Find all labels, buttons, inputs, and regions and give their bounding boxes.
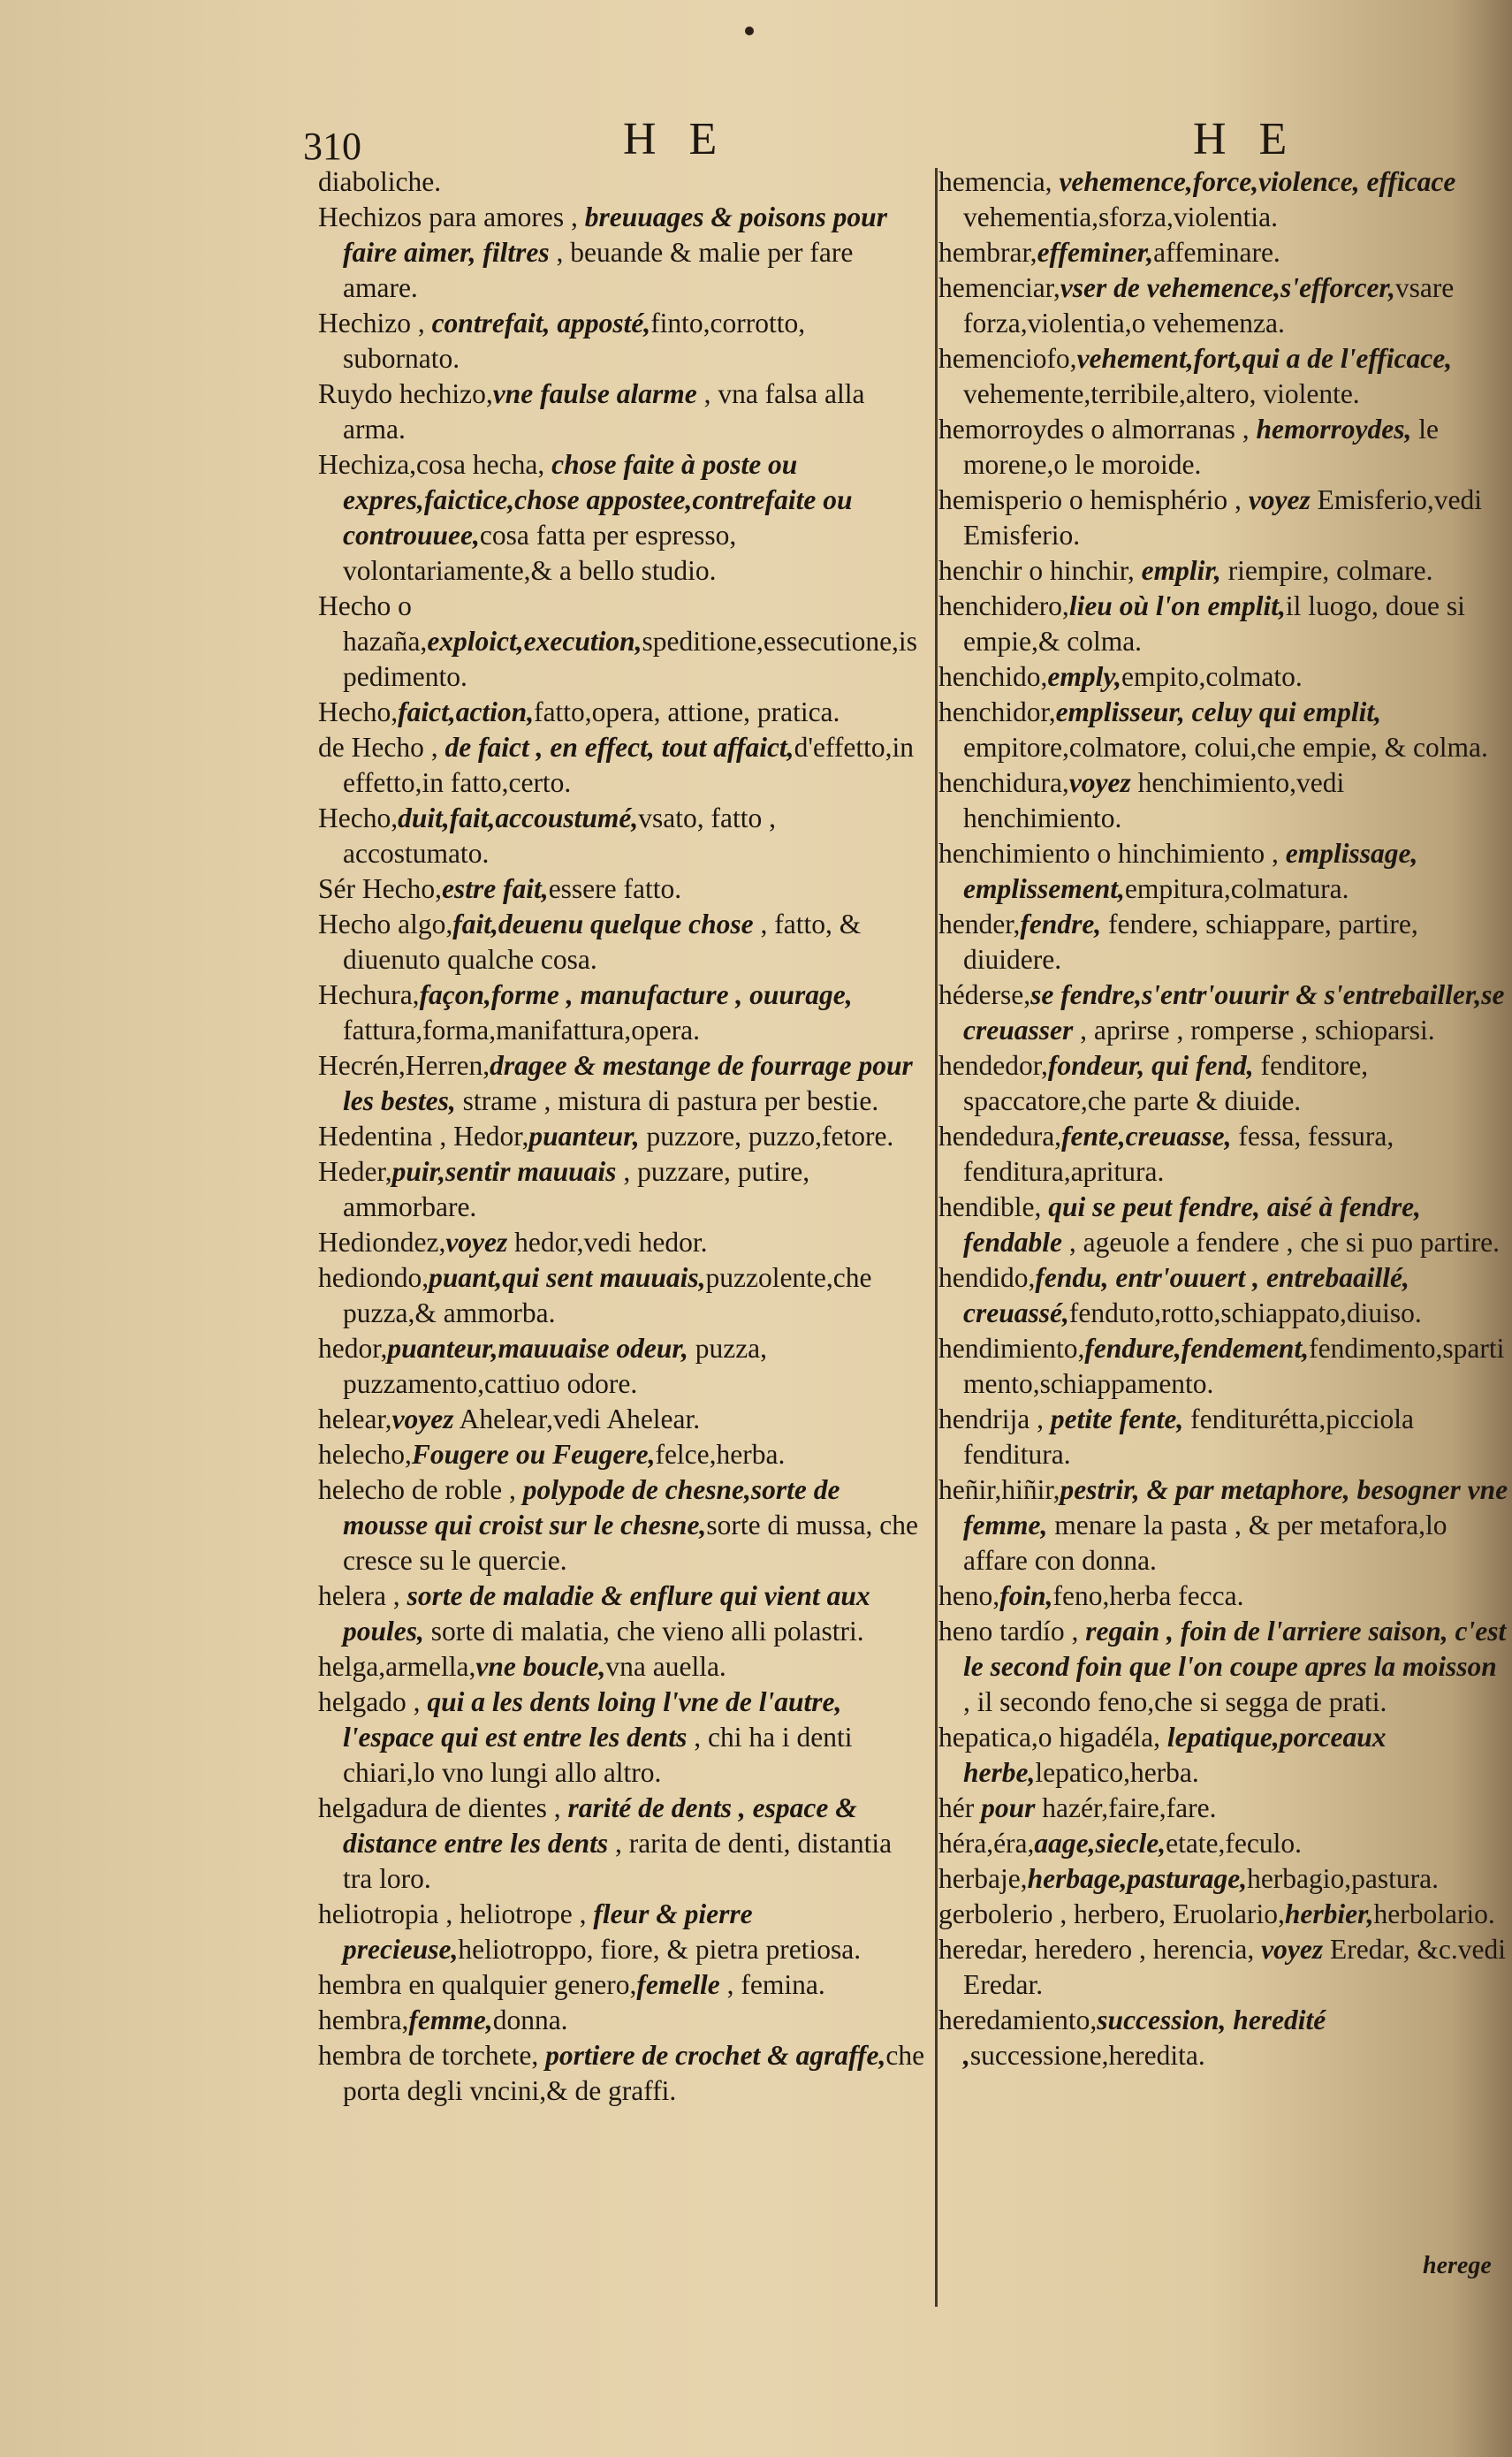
italian-gloss: che porta degli vncini,& de graffi. xyxy=(343,2040,925,2106)
italian-gloss: empitura,colmatura. xyxy=(1124,873,1349,904)
dictionary-entry xyxy=(938,977,1508,1048)
headword: Hechizo , xyxy=(318,308,432,339)
italian-gloss: strame , mistura di pastura per bestie. xyxy=(455,1085,879,1116)
dictionary-entry xyxy=(318,871,928,907)
french-gloss: Fougere ou Feugere, xyxy=(411,1439,656,1470)
dictionary-entry xyxy=(318,1791,928,1897)
dictionary-entry xyxy=(938,1861,1508,1897)
dictionary-entry xyxy=(318,1967,928,2003)
italian-gloss: empitore,colmatore, colui,che empie, & colma. xyxy=(963,732,1488,763)
italian-gloss: , ageuole a fendere , che si puo partire. xyxy=(1061,1227,1501,1258)
headword: Ruydo hechizo, xyxy=(318,378,493,409)
italian-gloss: il luogo, doue si empie,& colma. xyxy=(963,590,1465,657)
headword: henchido, xyxy=(938,661,1048,692)
headword: hendible, xyxy=(938,1191,1049,1222)
french-gloss: puanteur,mauuaise odeur, xyxy=(387,1333,688,1364)
dictionary-entry xyxy=(318,377,928,447)
french-gloss: succession, heredité , xyxy=(963,2004,1326,2071)
italian-gloss: , aprirse , romperse , schioparsi. xyxy=(1073,1015,1435,1046)
headword: hér xyxy=(938,1792,982,1823)
italian-gloss: vehementia,sforza,violentia. xyxy=(963,202,1278,232)
headword: hediondo, xyxy=(318,1262,429,1293)
headword: heredar, heredero , herencia, xyxy=(938,1934,1262,1965)
french-gloss: exploict,execution, xyxy=(427,626,642,657)
french-gloss: emplisseur, celuy qui emplit, xyxy=(1055,696,1381,727)
french-gloss: foin, xyxy=(999,1580,1053,1611)
french-gloss: rarité de dents , espace & distance entre les dents xyxy=(343,1792,857,1859)
italian-gloss: fenditore, spaccatore,che parte & diuide. xyxy=(963,1050,1369,1116)
french-gloss: se fendre,s'entr'ouurir & s'entrebailler,se creuasser xyxy=(963,979,1505,1046)
italian-gloss: fenditurétta,picciola fenditura. xyxy=(963,1403,1414,1470)
french-gloss: petite fente, xyxy=(1050,1403,1184,1434)
headword: henchimiento o hinchimiento , xyxy=(938,838,1286,869)
headword: hendimiento, xyxy=(938,1333,1085,1364)
french-gloss: façon,forme , manufacture , ouurage, xyxy=(419,979,853,1010)
italian-gloss: , beuande & malie per fare amare. xyxy=(343,237,854,303)
dictionary-entry xyxy=(318,1225,928,1260)
dictionary-entry xyxy=(938,412,1508,483)
dictionary-entry xyxy=(318,1472,928,1578)
dictionary-entry xyxy=(938,765,1508,836)
french-gloss: fleur & pierre precieuse, xyxy=(343,1898,753,1965)
dictionary-entry xyxy=(938,235,1508,270)
italian-gloss: fendere, schiappare, partire, diuidere. xyxy=(963,909,1418,975)
left-column xyxy=(318,164,928,2109)
headword: Hecho algo, xyxy=(318,909,453,939)
italian-gloss: sorte di malatia, che vieno alli polastri. xyxy=(423,1616,864,1647)
dictionary-entry xyxy=(938,695,1508,765)
headword: hembrar, xyxy=(938,237,1037,268)
headword: hedor, xyxy=(318,1333,388,1364)
dictionary-entry xyxy=(938,836,1508,907)
italian-gloss: fenduto,rotto,schiappato,diuiso. xyxy=(1068,1297,1422,1328)
italian-gloss: feno,herba fecca. xyxy=(1052,1580,1244,1611)
french-gloss: pour xyxy=(981,1792,1036,1823)
headword: hembra en qualquier genero, xyxy=(318,1969,637,2000)
headword: hemorroydes o almorranas , xyxy=(938,414,1257,445)
dictionary-entry xyxy=(318,907,928,977)
french-gloss: fondeur, qui fend, xyxy=(1047,1050,1254,1081)
french-gloss: fait,deuenu quelque chose xyxy=(452,909,754,939)
french-gloss: pestrir, & par metaphore, besogner vne femme, xyxy=(963,1474,1508,1540)
dictionary-entry xyxy=(938,1578,1508,1614)
french-gloss: effeminer, xyxy=(1037,237,1154,268)
dictionary-entry xyxy=(938,1260,1508,1331)
french-gloss: regain , foin de l'arriere saison, c'est le second foin que l'on coupe apres la moisson xyxy=(963,1616,1507,1682)
headword: helecho, xyxy=(318,1439,412,1470)
dictionary-entry xyxy=(318,2003,928,2038)
headword: helera , xyxy=(318,1580,407,1611)
italian-gloss: sorte di mussa, che cresce su le quercie. xyxy=(343,1510,919,1576)
dictionary-entry xyxy=(938,1331,1508,1402)
french-gloss: hemorroydes, xyxy=(1256,414,1412,445)
dictionary-entry xyxy=(938,1720,1508,1791)
french-gloss: emply, xyxy=(1047,661,1122,692)
french-gloss: aage,siecle, xyxy=(1034,1828,1166,1859)
headword: herbaje, xyxy=(938,1863,1028,1894)
italian-gloss: vna auella. xyxy=(605,1651,726,1682)
dictionary-entry xyxy=(938,270,1508,341)
headword: hembra de torchete, xyxy=(318,2040,546,2071)
french-gloss: voyez xyxy=(1248,484,1311,515)
italian-gloss: fattura,forma,manifattura,opera. xyxy=(343,1015,701,1046)
french-gloss: lieu où l'on emplit, xyxy=(1068,590,1286,621)
italian-gloss: , vna falsa alla arma. xyxy=(343,378,865,445)
headword: helga,armella, xyxy=(318,1651,476,1682)
dictionary-entry xyxy=(938,907,1508,977)
headword: hendido, xyxy=(938,1262,1036,1293)
dictionary-entry xyxy=(318,1048,928,1119)
dictionary-entry xyxy=(938,1826,1508,1861)
headword: hemisperio o hemisphério , xyxy=(938,484,1249,515)
dictionary-entry xyxy=(938,1190,1508,1260)
italian-gloss: Eredar, &c.vedi Eredar. xyxy=(963,1934,1506,2000)
headword: hemencia, xyxy=(938,166,1060,197)
headword: helgado , xyxy=(318,1686,428,1717)
italian-gloss: donna. xyxy=(492,2004,568,2035)
headword: Sér Hecho, xyxy=(318,873,442,904)
italian-gloss: vsato, fatto , accostumato. xyxy=(343,803,776,869)
italian-gloss: empito,colmato. xyxy=(1121,661,1303,692)
french-gloss: voyez xyxy=(445,1227,508,1258)
headword: helecho de roble , xyxy=(318,1474,523,1505)
french-gloss: sorte de maladie & enflure qui vient aux poules, xyxy=(343,1580,870,1647)
dictionary-entry xyxy=(938,1119,1508,1190)
french-gloss: vser de vehemence,s'efforcer, xyxy=(1060,272,1395,303)
italian-gloss: vehemente,terribile,altero, violente. xyxy=(963,378,1360,409)
french-gloss: puanteur, xyxy=(528,1121,640,1152)
french-gloss: fendu, entr'ouuert , entrebaaillé, creuassé, xyxy=(963,1262,1409,1328)
headword: heredamiento, xyxy=(938,2004,1098,2035)
headword: Hechura, xyxy=(318,979,420,1010)
headword: héra,éra, xyxy=(938,1828,1035,1859)
dictionary-entry xyxy=(938,1472,1508,1578)
french-gloss: breuuages & poisons pour faire aimer, filtres xyxy=(343,202,887,268)
french-gloss: voyez xyxy=(391,1403,454,1434)
french-gloss: estre fait, xyxy=(441,873,549,904)
right-column xyxy=(938,164,1508,2073)
dictionary-entry xyxy=(318,1260,928,1331)
italian-gloss: successione,heredita. xyxy=(969,2040,1205,2071)
french-gloss: de faict , en effect, tout affaict, xyxy=(444,732,794,763)
catchword: herege xyxy=(1423,2252,1492,2279)
headword: hemenciofo, xyxy=(938,343,1077,374)
column-divider xyxy=(935,168,938,2307)
french-gloss: vne boucle, xyxy=(475,1651,606,1682)
french-gloss: femme, xyxy=(408,2004,493,2035)
headword: Hechizos para amores , xyxy=(318,202,585,232)
left-column-head: H E xyxy=(623,114,728,164)
dictionary-entry xyxy=(318,2038,928,2109)
italian-gloss: fessa, fessura, fenditura,apritura. xyxy=(963,1121,1394,1187)
italian-gloss: felce,herba. xyxy=(655,1439,786,1470)
dictionary-entry xyxy=(318,977,928,1048)
headword: Hediondez, xyxy=(318,1227,446,1258)
dictionary-entry xyxy=(318,695,928,730)
italian-gloss: puzzore, puzzo,fetore. xyxy=(639,1121,894,1152)
french-gloss: emplir, xyxy=(1141,555,1221,586)
ink-mark xyxy=(745,27,754,35)
dictionary-entry xyxy=(318,200,928,306)
italian-gloss: , chi ha i denti chiari,lo vno lungi allo altro. xyxy=(343,1722,853,1788)
italian-gloss: affeminare. xyxy=(1153,237,1280,268)
headword: Heder, xyxy=(318,1156,392,1187)
italian-gloss: , puzzare, putire, ammorbare. xyxy=(343,1156,810,1222)
dictionary-entry xyxy=(318,1897,928,1967)
dictionary-entry xyxy=(938,1791,1508,1826)
italian-gloss: d'effetto,in effetto,in fatto,certo. xyxy=(343,732,914,798)
italian-gloss: , fatto, & diuenuto qualche cosa. xyxy=(343,909,862,975)
headword: heñir,hiñir, xyxy=(938,1474,1060,1505)
dictionary-entry xyxy=(318,730,928,801)
dictionary-entry xyxy=(318,1154,928,1225)
headword: helgadura de dientes , xyxy=(318,1792,568,1823)
headword: hender, xyxy=(938,909,1021,939)
italian-gloss: , femina. xyxy=(719,1969,825,2000)
dictionary-entry xyxy=(318,1402,928,1437)
headword: henchidor, xyxy=(938,696,1056,727)
italian-gloss: puzza, puzzamento,cattiuo odore. xyxy=(343,1333,768,1399)
dictionary-entry xyxy=(318,1331,928,1402)
dictionary-entry xyxy=(938,1897,1508,1932)
french-gloss: puir,sentir mauuais xyxy=(391,1156,617,1187)
headword: hendedura, xyxy=(938,1121,1062,1152)
french-gloss: qui se peut fendre, aisé à fendre, fendable xyxy=(963,1191,1421,1258)
french-gloss: herbier, xyxy=(1284,1898,1374,1929)
french-gloss: fendre, xyxy=(1020,909,1102,939)
page-header xyxy=(0,113,1512,166)
headword: helear, xyxy=(318,1403,392,1434)
headword: hembra, xyxy=(318,2004,409,2035)
french-gloss: voyez xyxy=(1261,1934,1324,1965)
headword: heno, xyxy=(938,1580,1000,1611)
french-gloss: femelle xyxy=(636,1969,720,2000)
headword: Hecho, xyxy=(318,803,399,833)
italian-gloss: fatto,opera, attione, pratica. xyxy=(534,696,840,727)
italian-gloss: finto,corrotto, subornato. xyxy=(343,308,806,374)
headword: diaboliche. xyxy=(318,166,442,197)
french-gloss: lepatique,porceaux herbe, xyxy=(963,1722,1387,1788)
french-gloss: fendure,fendement, xyxy=(1084,1333,1310,1364)
headword: hemenciar, xyxy=(938,272,1060,303)
dictionary-entry xyxy=(938,1402,1508,1472)
dictionary-entry xyxy=(318,1578,928,1649)
french-gloss: vehemence,force,violence, efficace xyxy=(1059,166,1456,197)
dictionary-entry xyxy=(938,1614,1508,1720)
headword: hendedor, xyxy=(938,1050,1048,1081)
french-gloss: polypode de chesne,sorte de mousse qui croist sur le chesne, xyxy=(343,1474,840,1540)
italian-gloss: lepatico,herba. xyxy=(1035,1757,1199,1788)
dictionary-entry xyxy=(318,1685,928,1791)
headword: hepatica,o higadéla, xyxy=(938,1722,1167,1753)
italian-gloss: heliotroppo, fiore, & pietra pretiosa. xyxy=(458,1934,862,1965)
french-gloss: contrefait, apposté, xyxy=(431,308,651,339)
dictionary-entry xyxy=(938,341,1508,412)
dictionary-entry xyxy=(938,164,1508,235)
headword: hendrija , xyxy=(938,1403,1051,1434)
headword: Hecrén,Herren, xyxy=(318,1050,490,1081)
french-gloss: vehement,fort,qui a de l'efficace, xyxy=(1076,343,1453,374)
headword: henchidero, xyxy=(938,590,1069,621)
italian-gloss: , rarita de denti, distantia tra loro. xyxy=(343,1828,893,1894)
italian-gloss: hedor,vedi hedor. xyxy=(507,1227,708,1258)
dictionary-entry xyxy=(318,1649,928,1685)
dictionary-entry xyxy=(318,306,928,377)
italian-gloss: henchimiento,vedi henchimiento. xyxy=(963,767,1345,833)
italian-gloss: cosa fatta per espresso, volontariamente,& a bello studio. xyxy=(343,520,737,586)
dictionary-entry xyxy=(938,553,1508,589)
headword: de Hecho , xyxy=(318,732,445,763)
dictionary-entry xyxy=(318,1119,928,1154)
headword: Hecho, xyxy=(318,696,399,727)
french-gloss: portiere de crochet & agraffe, xyxy=(545,2040,886,2071)
italian-gloss: vsare forza,violentia,o vehemenza. xyxy=(963,272,1455,339)
headword: Hedentina , Hedor, xyxy=(318,1121,529,1152)
headword: heno tardío , xyxy=(938,1616,1086,1647)
italian-gloss: fendimento,spartimento,schiappamento. xyxy=(963,1333,1505,1399)
dictionary-entry xyxy=(318,447,928,589)
headword: Hechiza,cosa hecha, xyxy=(318,449,552,480)
dictionary-entry xyxy=(318,589,928,695)
italian-gloss: , il secondo feno,che si segga de prati. xyxy=(963,1686,1387,1717)
headword: Hecho o hazaña, xyxy=(318,590,428,657)
french-gloss: chose faite à poste ou expres,faictice,chose appostee,contrefaite ou controuuee, xyxy=(343,449,853,551)
dictionary-entry xyxy=(938,1048,1508,1119)
italian-gloss: herbagio,pastura. xyxy=(1247,1863,1439,1894)
french-gloss: herbage,pasturage, xyxy=(1027,1863,1248,1894)
italian-gloss: Ahelear,vedi Ahelear. xyxy=(453,1403,701,1434)
french-gloss: puant,qui sent mauuais, xyxy=(429,1262,706,1293)
french-gloss: fente,creuasse, xyxy=(1061,1121,1232,1152)
dictionary-entry xyxy=(318,801,928,871)
right-column-head: H E xyxy=(1193,114,1298,164)
italian-gloss: etate,feculo. xyxy=(1166,1828,1302,1859)
french-gloss: duit,fait,accoustumé, xyxy=(398,803,639,833)
dictionary-entry xyxy=(318,164,928,200)
french-gloss: dragee & mestange de fourrage pour les bestes, xyxy=(343,1050,913,1116)
french-gloss: emplissage, emplissement, xyxy=(963,838,1418,904)
italian-gloss: hazér,faire,fare. xyxy=(1035,1792,1217,1823)
italian-gloss: herbolario. xyxy=(1373,1898,1495,1929)
italian-gloss: le morene,o le moroide. xyxy=(963,414,1439,480)
dictionary-entry xyxy=(938,589,1508,659)
headword: henchir o hinchir, xyxy=(938,555,1142,586)
headword: héderse, xyxy=(938,979,1031,1010)
french-gloss: faict,action, xyxy=(398,696,535,727)
italian-gloss: essere fatto. xyxy=(548,873,682,904)
headword: gerbolerio , herbero, Eruolario, xyxy=(938,1898,1285,1929)
italian-gloss: riempire, colmare. xyxy=(1220,555,1433,586)
french-gloss: vne faulse alarme xyxy=(492,378,697,409)
dictionary-entry xyxy=(938,483,1508,553)
dictionary-entry xyxy=(938,659,1508,695)
french-gloss: voyez xyxy=(1068,767,1131,798)
italian-gloss: menare la pasta , & per metafora,lo affare con donna. xyxy=(963,1510,1447,1576)
italian-gloss: puzzolente,che puzza,& ammorba. xyxy=(343,1262,872,1328)
dictionary-entry xyxy=(938,1932,1508,2003)
dictionary-entry xyxy=(938,2003,1508,2073)
headword: henchidura, xyxy=(938,767,1069,798)
page-number: 310 xyxy=(303,125,361,168)
italian-gloss: Emisferio,vedi Emisferio. xyxy=(963,484,1482,551)
french-gloss: qui a les dents loing l'vne de l'autre, l'espace qui est entre les dents xyxy=(343,1686,842,1753)
dictionary-entry xyxy=(318,1437,928,1472)
italian-gloss: speditione,essecutione,ispedimento. xyxy=(343,626,917,692)
headword: heliotropia , heliotrope , xyxy=(318,1898,594,1929)
